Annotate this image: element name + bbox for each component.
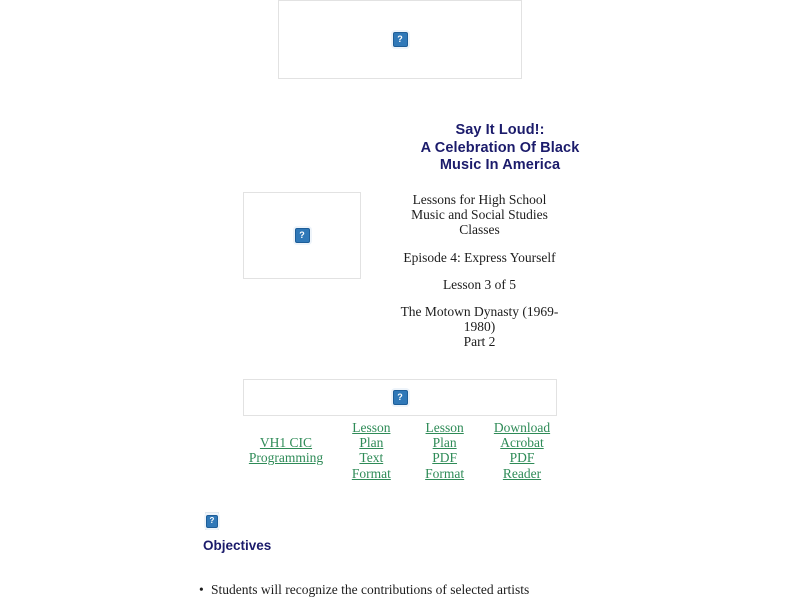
link-lesson-plan-pdf-format[interactable] xyxy=(425,420,464,481)
link-line: Lesson xyxy=(352,420,391,435)
spacer xyxy=(368,265,591,277)
link-cell-lesson-plan-text-format xyxy=(337,420,405,481)
cover-image-box xyxy=(243,192,361,279)
audience-line-1: Lessons for High School xyxy=(412,192,547,207)
link-line: Acrobat xyxy=(500,435,544,451)
page-title xyxy=(330,122,670,175)
link-line: PDF xyxy=(432,450,458,466)
part-label: Part 2 xyxy=(463,334,496,350)
link-line: Format xyxy=(351,465,391,481)
link-line: Format xyxy=(425,465,465,481)
page-title-line-1: Say It Loud!: xyxy=(455,122,545,138)
objectives-ul xyxy=(195,582,755,598)
objectives-divider-image xyxy=(205,512,219,530)
link-line: Plan xyxy=(432,435,457,451)
link-vh1-cic-programming[interactable] xyxy=(249,435,323,465)
spacer xyxy=(368,292,591,304)
page-title-line-3: Music In America xyxy=(439,157,561,173)
resource-links xyxy=(240,420,560,481)
lesson-label: Lesson 3 of 5 xyxy=(442,276,517,292)
link-cell-lesson-plan-pdf-format xyxy=(411,420,479,481)
spacer xyxy=(368,238,591,250)
page-title-line-2: A Celebration Of Black xyxy=(420,139,580,156)
broken-image-icon: ? xyxy=(295,228,310,243)
link-line: Programming xyxy=(248,450,324,466)
navbar-image-box xyxy=(243,379,557,416)
link-line: VH1 CIC xyxy=(259,435,313,450)
topic-line-2: 1980) xyxy=(463,319,496,335)
topic-line-1: The Motown Dynasty (1969- xyxy=(400,304,559,320)
broken-image-icon: ? xyxy=(393,32,408,47)
lesson-metadata xyxy=(368,192,591,350)
list-item: • Students will recognize the contributions of selected artists xyxy=(211,582,755,598)
objectives-list xyxy=(195,582,755,598)
broken-image-icon: ? xyxy=(206,515,218,528)
audience-line-3: Classes xyxy=(459,222,500,238)
link-lesson-plan-text-format[interactable] xyxy=(352,420,391,481)
objectives-heading: Objectives xyxy=(203,538,272,553)
link-line: Download xyxy=(493,420,551,435)
link-line: Lesson xyxy=(425,420,464,435)
link-line: PDF xyxy=(509,450,535,466)
link-cell-vh1-cic-programming xyxy=(240,420,332,465)
audience-line-2: Music and Social Studies xyxy=(411,207,548,223)
link-line: Reader xyxy=(502,465,542,481)
link-line: Text xyxy=(359,450,384,466)
banner-image-box xyxy=(278,0,522,79)
link-cell-download-acrobat-pdf-reader xyxy=(484,420,560,481)
episode-label: Episode 4: Express Yourself xyxy=(403,249,556,265)
link-download-acrobat-pdf-reader[interactable] xyxy=(494,420,550,481)
broken-image-icon: ? xyxy=(393,390,408,405)
link-line: Plan xyxy=(359,435,384,451)
